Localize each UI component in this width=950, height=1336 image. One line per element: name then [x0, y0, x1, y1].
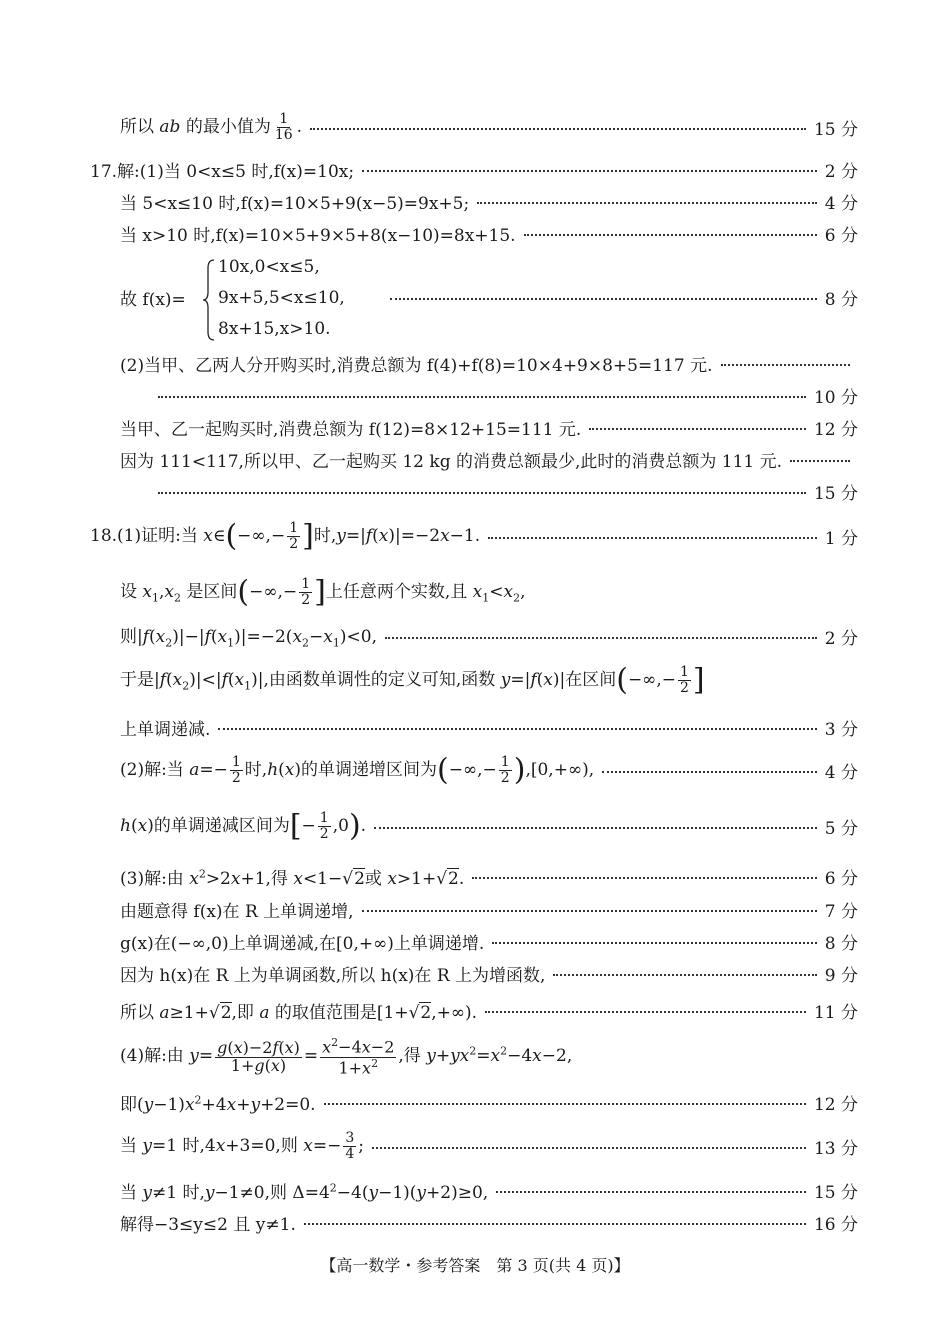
- line-text: 当甲、乙一起购买时,消费总额为 f(12)=8×12+15=111 元.: [120, 419, 582, 440]
- line-text: 当 x>10 时,f(x)=10×5+9×5+8(x−10)=8x+15.: [120, 225, 516, 246]
- score-label: 15 分: [813, 1182, 858, 1203]
- leader-dots: [553, 974, 816, 976]
- leader-dots: [721, 364, 851, 366]
- line-text: 则$|f(x_2)|-|f(x_1)|=-2(x_2-x_1)<0$,: [120, 627, 377, 650]
- answer-line: [120, 414, 858, 440]
- score-label: 12 分: [813, 1094, 858, 1115]
- line-text: 所以 ab 的最小值为 $\frac{1}{16}$ .: [120, 110, 303, 143]
- answer-line: [120, 960, 858, 986]
- answer-line: [120, 928, 858, 954]
- answer-line: [120, 188, 858, 214]
- score-label: 9 分: [824, 965, 858, 986]
- line-text: 18.(1)证明:当 x∈(−∞,− $\frac{1}{2}$ ]时,y=|f(x)|=−2x−1.: [90, 518, 481, 554]
- line-text: 因为 h(x)在 R 上为单调函数,所以 h(x)在 R 上为增函数,: [120, 965, 546, 986]
- leader-dots: [372, 1147, 806, 1149]
- score-label: 8 分: [824, 289, 858, 310]
- score-label: 11 分: [813, 1002, 858, 1023]
- score-label: 1 分: [824, 528, 858, 549]
- line-text: 故 f(x)=: [120, 289, 186, 310]
- score-label: 6 分: [824, 868, 858, 889]
- line-text: 于是$|f(x_2)|<|f(x_1)|$,由函数单调性的定义可知,函数 y=|f(x)|在区间(−∞,− $\frac{1}{2}$ ]: [120, 662, 705, 698]
- leader-dots: [385, 637, 817, 639]
- line-text: (2)解:当 a=− $\frac{1}{2}$ 时,h(x)的单调递增区间为(−∞,− $\frac{1}{2}$ ),[0,+∞),: [120, 752, 595, 788]
- leader-dots: [477, 202, 817, 204]
- answer-line: [120, 996, 858, 1024]
- line-text: 17.解:(1)当 0<x≤5 时,f(x)=10x;: [90, 161, 355, 182]
- answer-line: [158, 382, 858, 408]
- score-label: 13 分: [813, 1138, 858, 1159]
- leader-dots: [496, 1191, 806, 1193]
- line-text: 当 5<x≤10 时,f(x)=10×5+9(x−5)=9x+5;: [120, 193, 470, 214]
- leader-dots: [790, 460, 850, 462]
- answer-line: [120, 750, 858, 790]
- line-text: 所以 a≥1+√2,即 a 的取值范围是[1+√2,+∞).: [120, 1002, 478, 1023]
- leader-dots: [374, 827, 817, 829]
- leader-dots: [524, 234, 817, 236]
- leader-dots: [362, 910, 817, 912]
- piecewise-case: 9x+5,5<x≤10,: [218, 288, 345, 308]
- line-text: 因为 111<117,所以甲、乙一起购买 12 kg 的消费总额最少,此时的消费总额为 111 元.: [120, 451, 783, 472]
- leader-dots: [472, 877, 816, 879]
- answer-line: [120, 622, 858, 650]
- line-text: h(x)的单调递减区间为[− $\frac{1}{2}$ ,0).: [120, 808, 367, 844]
- answer-line: [120, 806, 858, 846]
- score-label: 15 分: [813, 483, 858, 504]
- leader-dots: [602, 771, 817, 773]
- answer-line: [120, 1126, 858, 1166]
- score-label: 2 分: [824, 628, 858, 649]
- answer-line: [120, 572, 858, 612]
- answer-line: [90, 156, 858, 182]
- leader-dots: [158, 396, 806, 398]
- leader-dots: [218, 728, 816, 730]
- leader-dots: [324, 1103, 806, 1105]
- line-text: 上单调递减.: [120, 719, 211, 740]
- line-text: 当 y≠1 时,y−1≠0,则 $\Delta=4^2-4(y-1)(y+2)\ge 0$,: [120, 1180, 489, 1203]
- piecewise-brace: [202, 258, 216, 342]
- piecewise-case: 10x,0<x≤5,: [218, 257, 320, 277]
- line-text: (3)解:由 $x^2>2x+1$,得 x<1−√2或 x>1+√2.: [120, 866, 465, 889]
- line-text: 解得−3≤y≤2 且 y≠1.: [120, 1214, 296, 1235]
- score-label: 2 分: [824, 161, 858, 182]
- line-text: 当 y=1 时,4x+3=0,则 x=− $\frac{3}{4}$ ;: [120, 1129, 364, 1162]
- score-label: 3 分: [824, 719, 858, 740]
- answer-line: [120, 660, 858, 700]
- score-label: 4 分: [824, 193, 858, 214]
- score-label: 7 分: [824, 901, 858, 922]
- score-label: 16 分: [813, 1214, 858, 1235]
- answer-line: [120, 112, 858, 142]
- score-label: 8 分: [824, 933, 858, 954]
- leader-dots: [589, 428, 806, 430]
- score-label: 12 分: [813, 419, 858, 440]
- answer-line: [120, 446, 858, 472]
- score-label: 5 分: [824, 818, 858, 839]
- line-text: (2)当甲、乙两人分开购买时,消费总额为 f(4)+f(8)=10×4+9×8+5=117 元.: [120, 355, 713, 376]
- answer-line: [120, 1088, 858, 1116]
- leader-dots: [492, 942, 816, 944]
- leader-dots: [310, 128, 806, 130]
- line-text: (4)解:由 y= $\frac{g(x)-2f(x)}{1+g(x)}$ = $\frac{x^2-4x-2}{1+x^2}$ ,得 $y+yx^2=x^2-4x-2$,: [120, 1036, 573, 1077]
- answer-line: [120, 896, 858, 922]
- line-text: g(x)在(−∞,0)上单调递减,在[0,+∞)上单调递增.: [120, 933, 485, 954]
- answer-line: [90, 516, 858, 556]
- leader-dots: [488, 537, 817, 539]
- score-label: 10 分: [813, 387, 858, 408]
- line-text: 由题意得 f(x)在 R 上单调递增,: [120, 901, 354, 922]
- piecewise-case: 8x+15,x>10.: [218, 319, 331, 339]
- leader-dots: [390, 298, 817, 300]
- answer-line: [120, 220, 858, 246]
- line-text: 设 $x_1,x_2$ 是区间(−∞,− $\frac{1}{2}$ ]上任意两个实数,且 $x_1<x_2$,: [120, 574, 526, 610]
- leader-dots: [158, 492, 806, 494]
- page-footer: 【高一数学・参考答案 第 3 页(共 4 页)】: [320, 1256, 630, 1275]
- answer-line: [120, 714, 858, 740]
- answer-line: [120, 1034, 858, 1080]
- leader-dots: [304, 1223, 806, 1225]
- answer-line: [120, 350, 858, 376]
- score-label: 4 分: [824, 762, 858, 783]
- answer-line: [120, 862, 858, 890]
- answer-line: [120, 1208, 858, 1236]
- line-text: 即$(y-1)x^2+4x+y+2=0$.: [120, 1092, 316, 1115]
- leader-dots: [485, 1011, 806, 1013]
- answer-line: [158, 478, 858, 504]
- score-label: 15 分: [813, 119, 858, 140]
- leader-dots: [362, 170, 817, 172]
- score-label: 6 分: [824, 225, 858, 246]
- answer-line: [120, 1176, 858, 1204]
